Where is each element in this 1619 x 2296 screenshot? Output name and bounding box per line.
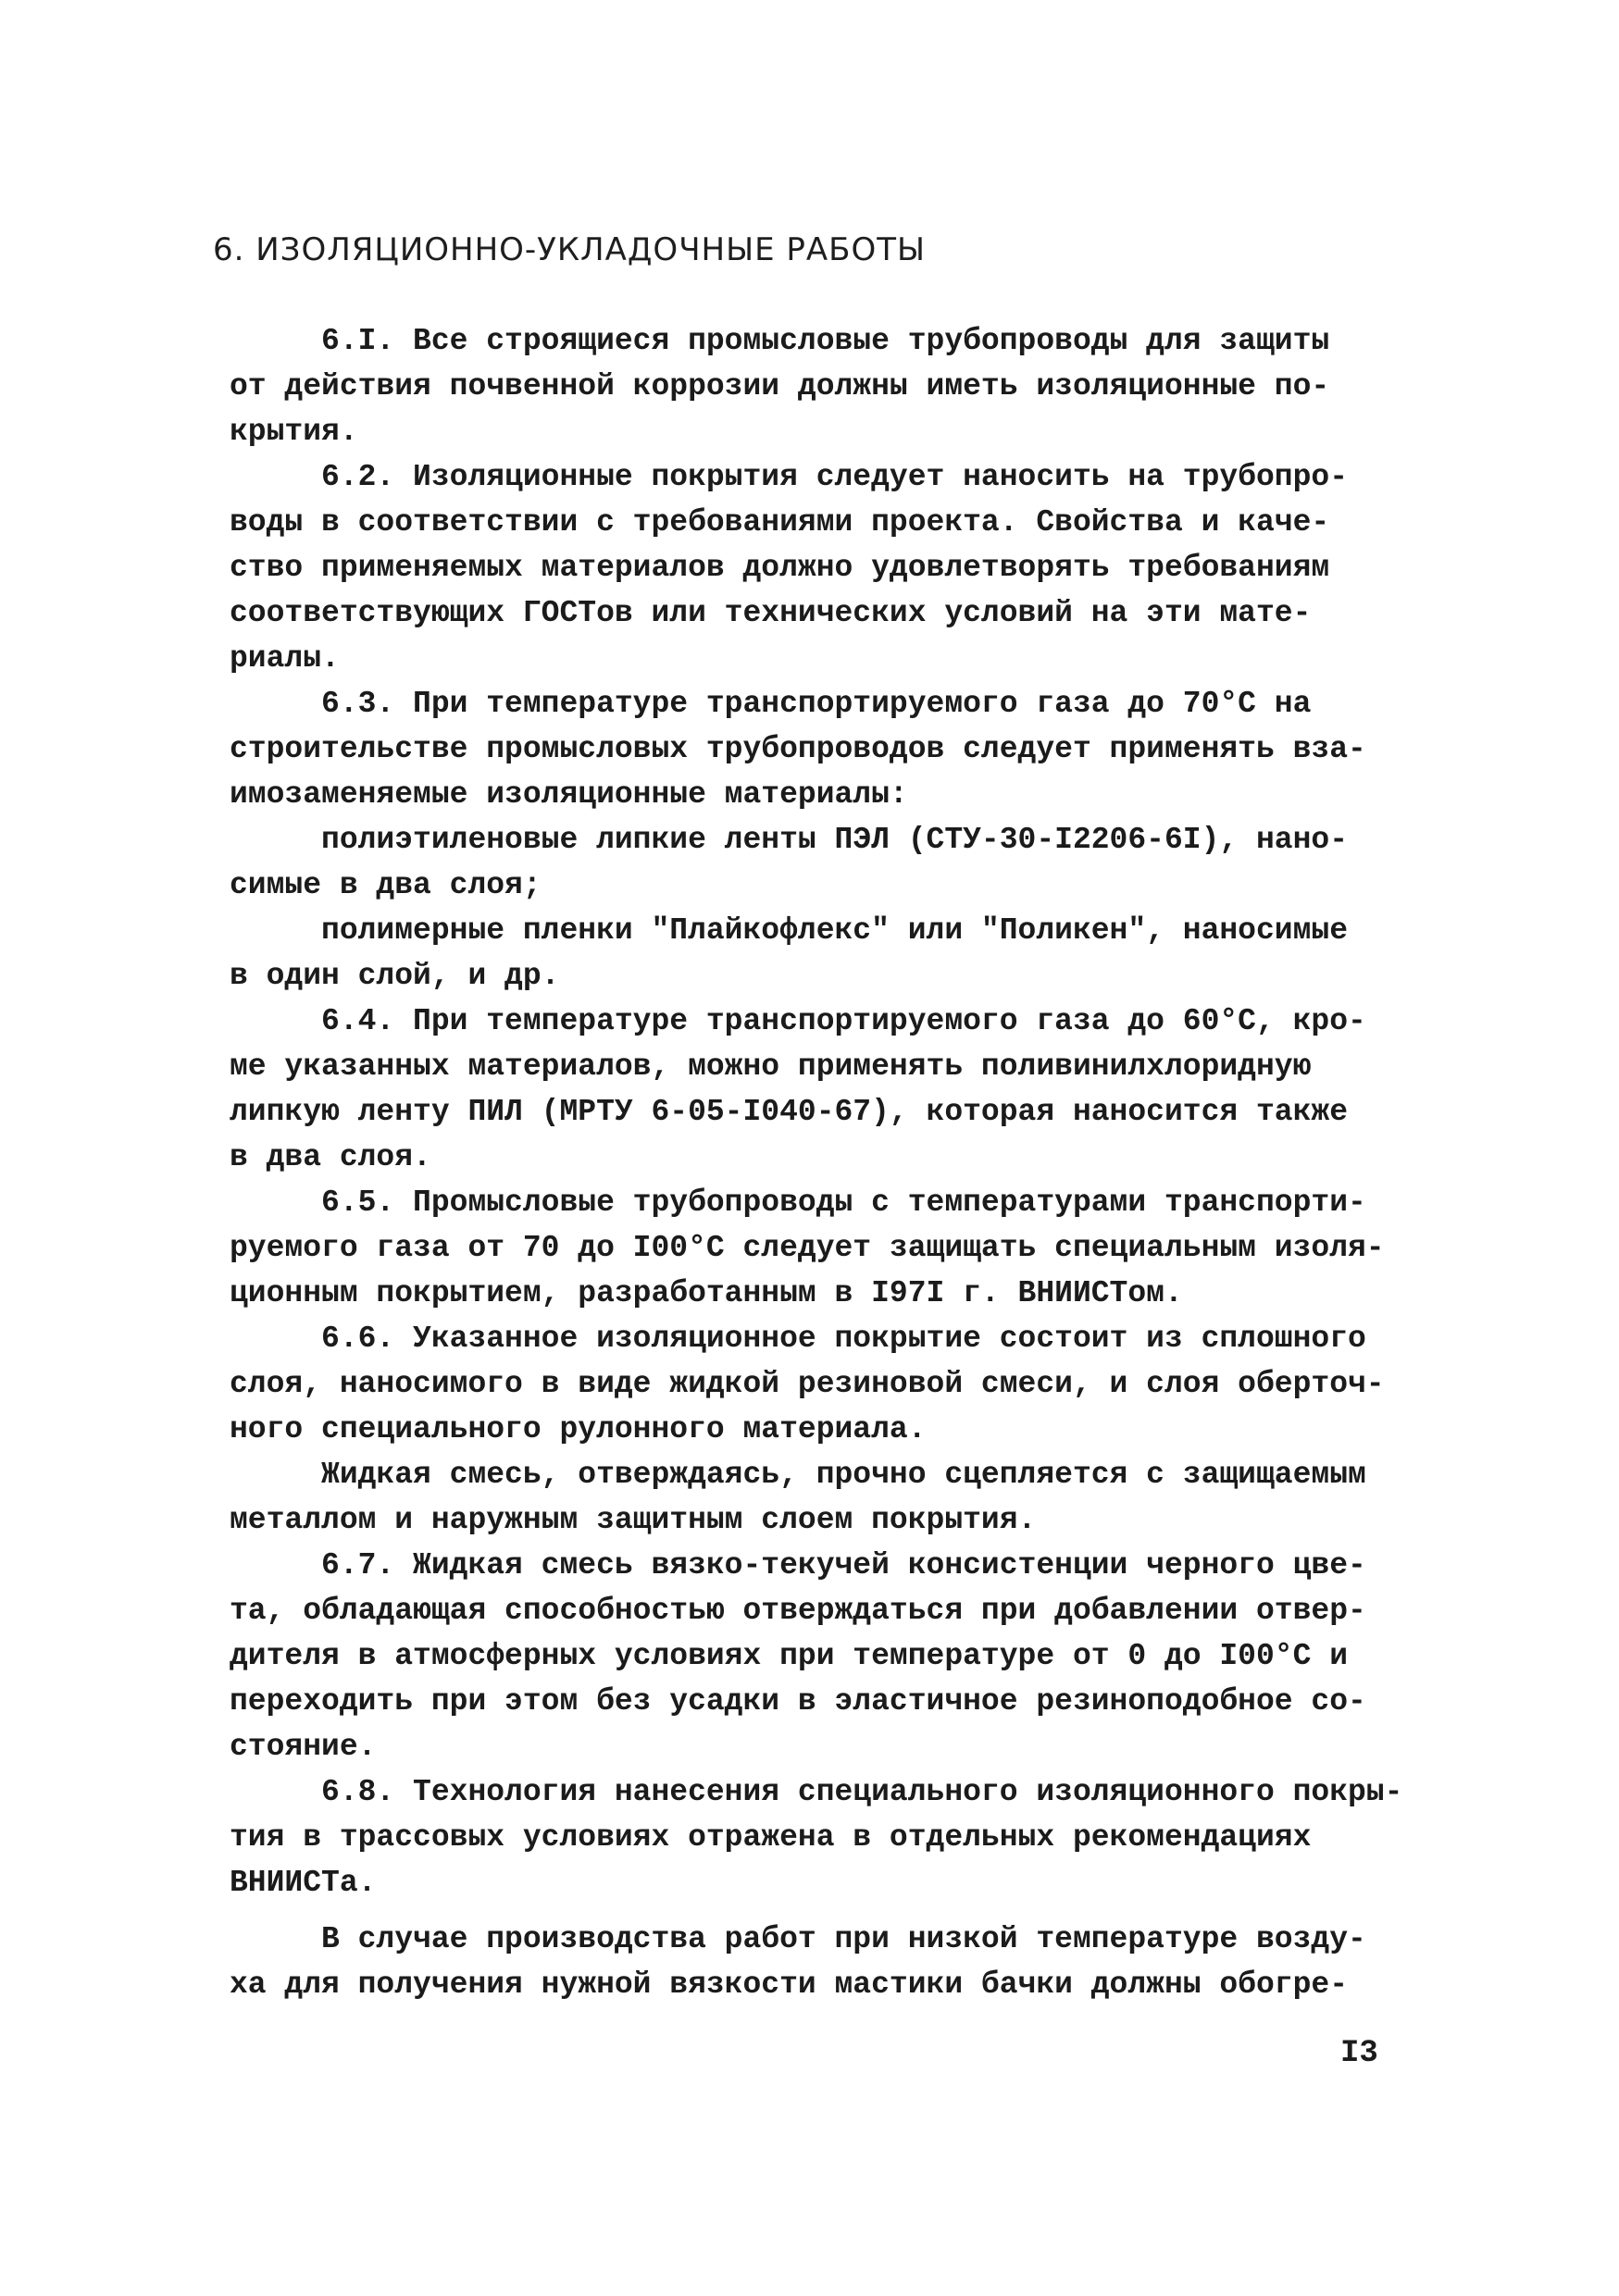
text-line: 6.3. При температуре транспортируемого газа до 70°C на — [230, 687, 1312, 721]
text-line: 6.I. Все строящиеся промысловые трубопроводы для защиты — [230, 324, 1330, 358]
text-line: в два слоя. — [230, 1140, 431, 1174]
text-line: в один слой, и др. — [230, 959, 560, 993]
text-line: 6.2. Изоляционные покрытия следует наносить на трубопро- — [230, 460, 1348, 494]
text-line: руемого газа от 70 до I00°C следует защищать специальным изоля- — [230, 1231, 1385, 1265]
text-line: соответствующих ГОСТов или технических условий на эти мате- — [230, 596, 1312, 630]
text-line: металлом и наружным защитным слоем покрытия. — [230, 1503, 1037, 1537]
text-line: тия в трассовых условиях отражена в отдельных рекомендациях — [230, 1820, 1312, 1855]
text-line: липкую ленту ПИЛ (МРТУ 6-05-I040-67), которая наносится также — [230, 1095, 1348, 1129]
text-line: ме указанных материалов, можно применять поливинилхлоридную — [230, 1049, 1312, 1084]
paragraph-gap — [230, 1905, 1405, 1917]
text-line: 6.4. При температуре транспортируемого газа до 60°C, кро- — [230, 1004, 1366, 1038]
text-line: полимерные пленки "Плайкофлекс" или "Поликен", наносимые — [230, 913, 1348, 948]
text-line: ство применяемых материалов должно удовлетворять требованиям — [230, 551, 1330, 585]
text-line: В случае производства работ при низкой температуре возду- — [230, 1922, 1366, 1956]
text-line: 6.5. Промысловые трубопроводы с температурами транспорти- — [230, 1185, 1366, 1220]
body-text — [230, 318, 1405, 2007]
text-line: строительстве промысловых трубопроводов следует применять вза- — [230, 732, 1366, 766]
text-line: Жидкая смесь, отверждаясь, прочно сцепляется с защищаемым — [230, 1458, 1366, 1492]
text-line: 6.7. Жидкая смесь вязко-текучей консистенции черного цве- — [230, 1548, 1366, 1582]
page-number: I3 — [1340, 2036, 1378, 2071]
text-line: стояние. — [230, 1730, 377, 1764]
text-line: риалы. — [230, 641, 340, 676]
text-line: крытия. — [230, 415, 358, 449]
text-line: 6.8. Технология нанесения специального изоляционного покры- — [230, 1775, 1403, 1809]
text-line: полиэтиленовые липкие ленты ПЭЛ (СТУ-30-I2206-6I), нано- — [230, 823, 1348, 857]
text-line: симые в два слоя; — [230, 868, 542, 902]
text-line: имозаменяемые изоляционные материалы: — [230, 777, 908, 812]
text-line: от действия почвенной коррозии должны иметь изоляционные по- — [230, 369, 1330, 403]
text-line: ВНИИСТа. — [230, 1866, 377, 1900]
text-line: дителя в атмосферных условиях при температуре от 0 до I00°C и — [230, 1639, 1348, 1673]
text-line: ха для получения нужной вязкости мастики бачки должны обогре- — [230, 1967, 1348, 2002]
section-heading: 6. ИЗОЛЯЦИОННО-УКЛАДОЧНЫЕ РАБОТЫ — [213, 231, 926, 268]
text-line: слоя, наносимого в виде жидкой резиновой смеси, и слоя оберточ- — [230, 1367, 1385, 1401]
text-line: 6.6. Указанное изоляционное покрытие состоит из сплошного — [230, 1322, 1366, 1356]
text-line: воды в соответствии с требованиями проекта. Свойства и каче- — [230, 505, 1330, 540]
text-line: ного специального рулонного материала. — [230, 1412, 927, 1446]
text-line: переходить при этом без усадки в эластичное резиноподобное со- — [230, 1684, 1366, 1719]
text-line: та, обладающая способностью отверждаться при добавлении отвер- — [230, 1594, 1366, 1628]
text-line: ционным покрытием, разработанным в I97I г. ВНИИСТом. — [230, 1276, 1183, 1310]
